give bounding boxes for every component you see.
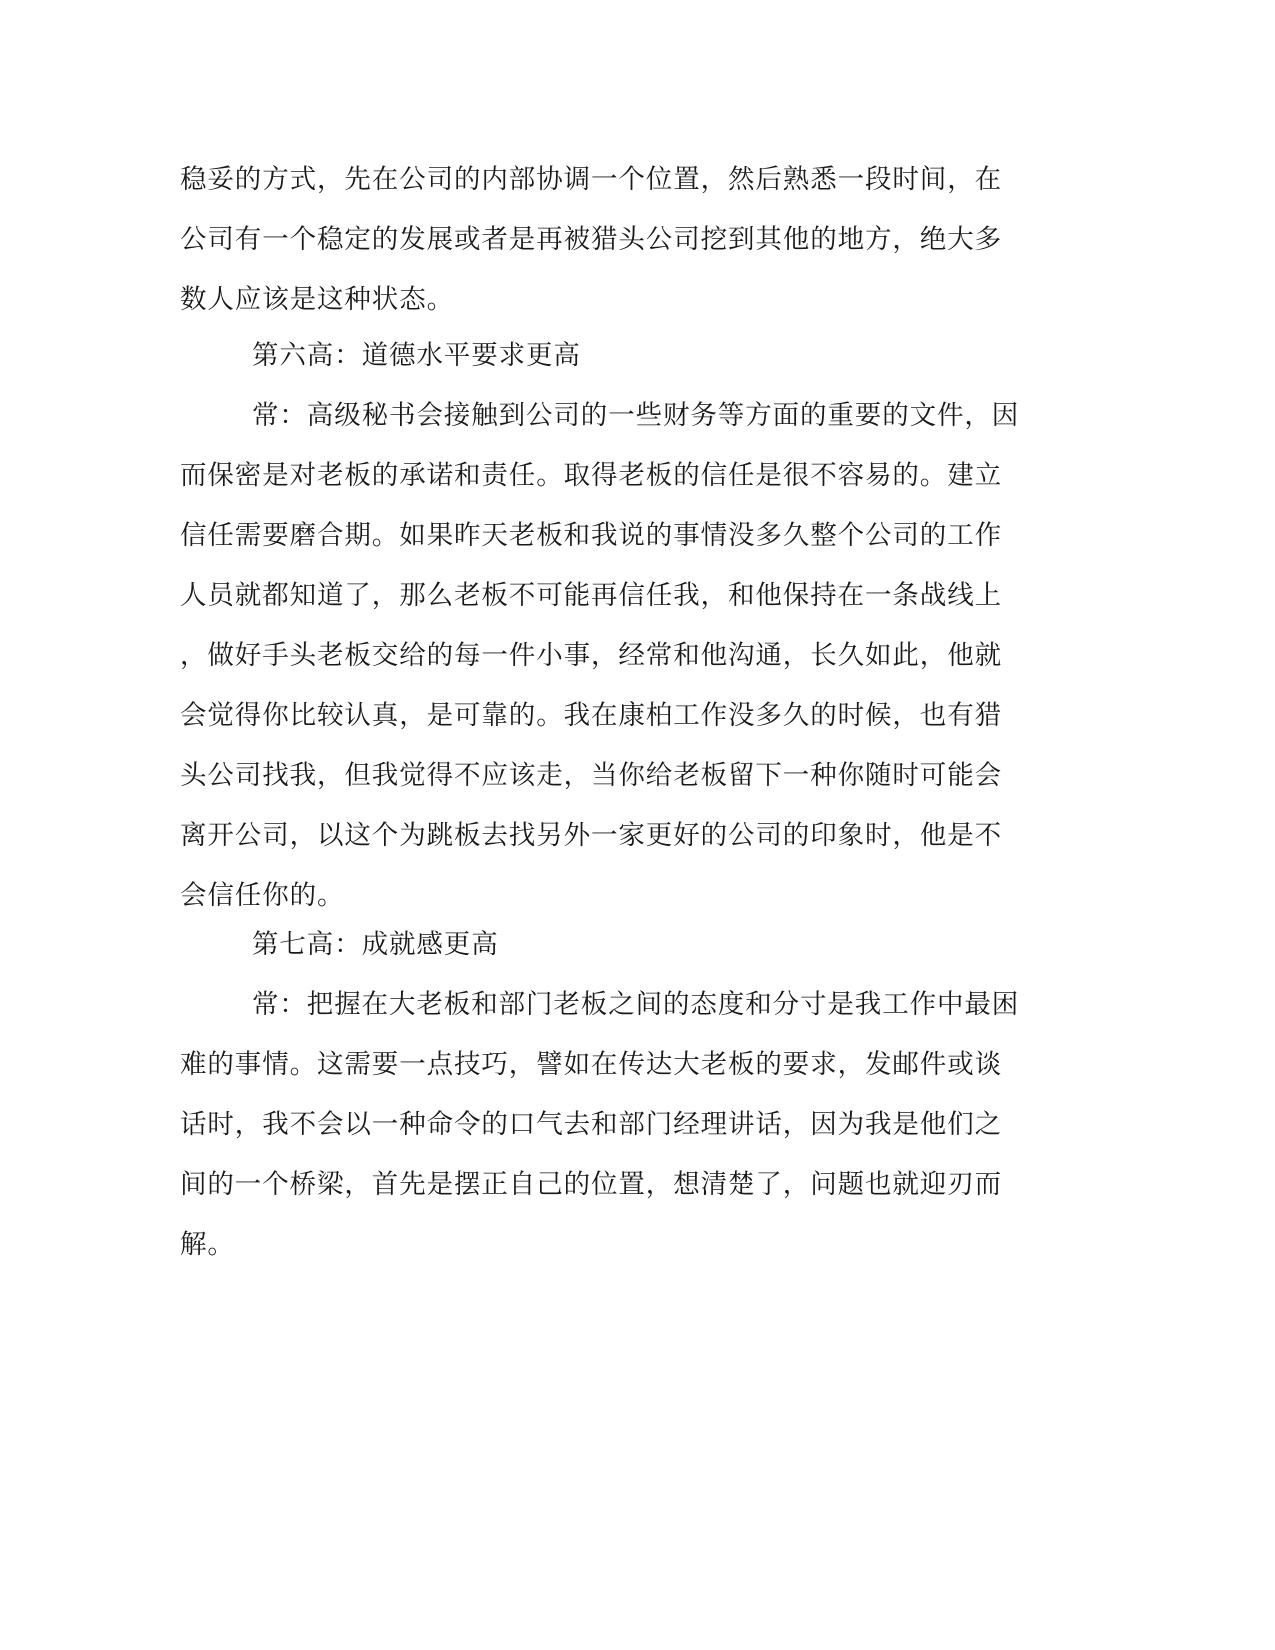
text-line: 间的一个桥梁，首先是摆正自己的位置，想清楚了，问题也就迎刃而: [180, 1169, 1002, 1200]
text-line: 信任需要磨合期。如果昨天老板和我说的事情没多久整个公司的工作: [180, 520, 1002, 551]
text-line: 头公司找我，但我觉得不应该走，当你给老板留下一种你随时可能会: [180, 760, 1002, 791]
text-line: 常：高级秘书会接触到公司的一些财务等方面的重要的文件，因: [252, 400, 1020, 431]
paragraph-continuation: [180, 150, 1028, 330]
section-heading: 第七高：成就感更高: [252, 929, 499, 960]
section-six: [180, 326, 1028, 926]
text-line: 常：把握在大老板和部门老板之间的态度和分寸是我工作中最困: [252, 989, 1020, 1020]
text-line: 会信任你的。: [180, 880, 345, 911]
section-seven: [180, 915, 1028, 1275]
text-line: 稳妥的方式，先在公司的内部协调一个位置，然后熟悉一段时间，在: [180, 164, 1002, 195]
text-line: 会觉得你比较认真，是可靠的。我在康柏工作没多久的时候，也有猎: [180, 700, 1002, 731]
text-line: 难的事情。这需要一点技巧，譬如在传达大老板的要求，发邮件或谈: [180, 1049, 1002, 1080]
text-line: 解。: [180, 1229, 235, 1260]
text-line: 数人应该是这种状态。: [180, 284, 454, 315]
text-line: 话时，我不会以一种命令的口气去和部门经理讲话，因为我是他们之: [180, 1109, 1002, 1140]
section-heading: 第六高：道德水平要求更高: [252, 340, 581, 371]
text-line: 离开公司，以这个为跳板去找另外一家更好的公司的印象时，他是不: [180, 820, 1002, 851]
text-line: 而保密是对老板的承诺和责任。取得老板的信任是很不容易的。建立: [180, 460, 1002, 491]
text-line: 公司有一个稳定的发展或者是再被猎头公司挖到其他的地方，绝大多: [180, 224, 1002, 255]
text-line: 人员就都知道了，那么老板不可能再信任我，和他保持在一条战线上: [180, 580, 1002, 611]
text-line: ，做好手头老板交给的每一件小事，经常和他沟通，长久如此，他就: [180, 640, 1002, 671]
